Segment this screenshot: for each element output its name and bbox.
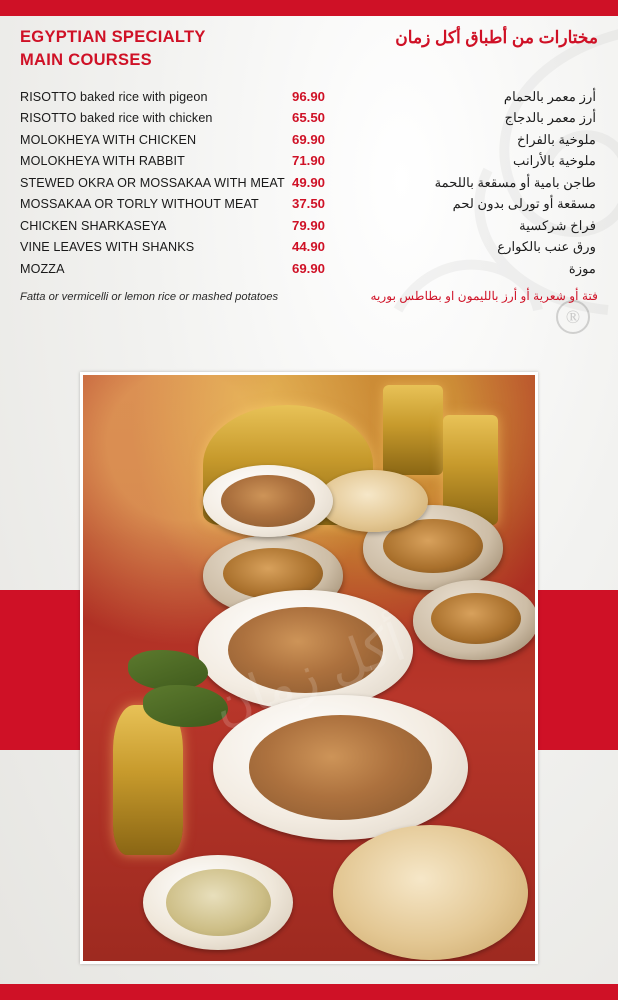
item-price: 69.90 <box>292 260 326 276</box>
item-price: 65.50 <box>292 110 326 126</box>
menu-item-row <box>20 110 598 132</box>
item-price: 79.90 <box>292 217 326 233</box>
item-name-arabic: أرز معمر بالدجاج <box>504 110 596 126</box>
item-price: 71.90 <box>292 153 326 169</box>
menu-item-row <box>20 261 598 283</box>
vine-leaves-decor <box>128 650 208 690</box>
item-price: 96.90 <box>292 88 326 104</box>
menu-item-row <box>20 196 598 218</box>
menu-section <box>0 26 618 303</box>
bottom-red-border <box>0 984 618 1000</box>
top-red-border <box>0 0 618 16</box>
food-photo-image <box>83 375 535 961</box>
salad-plate <box>203 465 333 537</box>
item-price: 49.90 <box>292 174 326 190</box>
stew-bowl <box>413 580 538 660</box>
item-name-arabic: مسقعة أو تورلى بدون لحم <box>452 196 596 212</box>
dip-plate <box>143 855 293 950</box>
menu-item-row <box>20 132 598 154</box>
menu-item-list <box>20 89 598 304</box>
heading-english <box>20 26 206 73</box>
roast-chicken-plate <box>213 695 468 840</box>
item-name-english: MOLOKHEYA WITH RABBIT <box>20 154 185 169</box>
food-photo <box>80 372 538 964</box>
menu-item-row <box>20 218 598 240</box>
item-name-arabic: ملوخية بالفراخ <box>517 131 596 147</box>
note-arabic: فتة أو شعرية أو أرز بالليمون او بطاطس بوريه <box>370 289 598 304</box>
trademark-mark: ® <box>556 300 590 334</box>
item-name-arabic: طاجن بامية أو مسقعة باللحمة <box>434 174 596 190</box>
menu-item-row <box>20 175 598 197</box>
item-name-english: MOZZA <box>20 261 65 276</box>
item-name-arabic: أرز معمر بالحمام <box>503 88 596 104</box>
fatta-plate <box>333 825 528 960</box>
brass-pot-decor <box>383 385 443 475</box>
item-name-english: STEWED OKRA OR MOSSAKAA WITH MEAT <box>20 175 285 190</box>
item-name-arabic: موزة <box>568 260 596 276</box>
grill-plate <box>198 590 413 710</box>
rice-plate <box>318 470 428 532</box>
menu-item-row <box>20 239 598 261</box>
item-name-english: CHICKEN SHARKASEYA <box>20 218 167 233</box>
section-heading <box>20 26 598 73</box>
note-english: Fatta or vermicelli or lemon rice or mashed potatoes <box>20 291 279 304</box>
item-name-arabic: فراخ شركسية <box>519 217 596 233</box>
heading-arabic: مختارات من أطباق أكل زمان <box>395 28 598 47</box>
item-name-english: MOSSAKAA OR TORLY WITHOUT MEAT <box>20 197 259 212</box>
item-price: 44.90 <box>292 239 326 255</box>
item-name-arabic: ورق عنب بالكوارع <box>497 239 596 255</box>
side-dish-note <box>20 289 598 303</box>
item-price: 37.50 <box>292 196 326 212</box>
item-name-english: RISOTTO baked rice with pigeon <box>20 89 208 104</box>
heading-english-line2: MAIN COURSES <box>20 51 152 70</box>
item-name-english: RISOTTO baked rice with chicken <box>20 111 213 126</box>
brass-teapot-decor <box>113 705 183 855</box>
heading-english-line1: EGYPTIAN SPECIALTY <box>20 28 206 46</box>
item-name-english: MOLOKHEYA WITH CHICKEN <box>20 132 197 147</box>
item-name-arabic: ملوخية بالأرانب <box>513 153 596 169</box>
item-price: 69.90 <box>292 131 326 147</box>
vine-leaves-decor <box>143 685 228 727</box>
menu-item-row <box>20 153 598 175</box>
item-name-english: VINE LEAVES WITH SHANKS <box>20 240 195 255</box>
menu-item-row <box>20 89 598 111</box>
